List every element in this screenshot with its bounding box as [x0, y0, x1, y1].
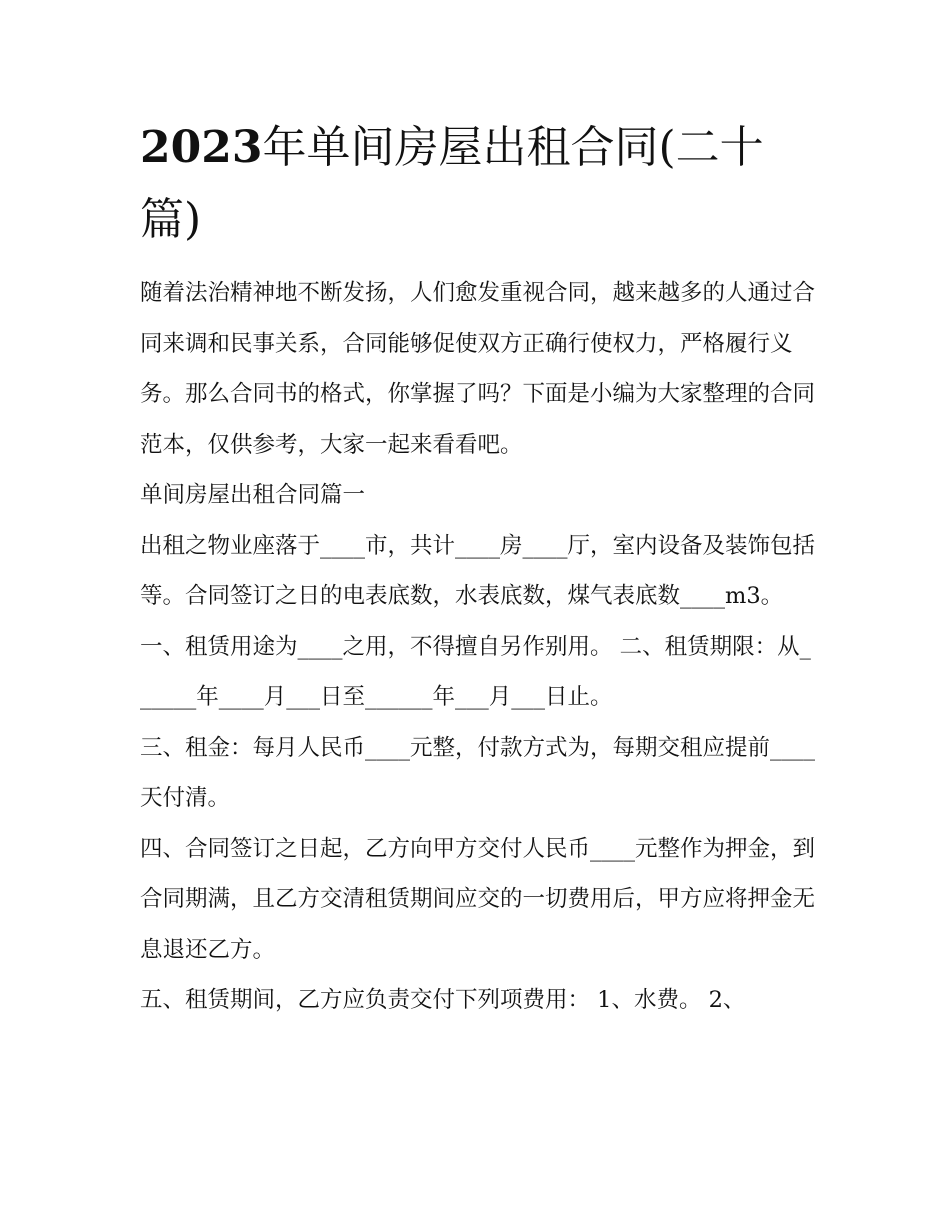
clause-3: 三、租金：每月人民币____元整，付款方式为，每期交租应提前____天付清。	[140, 734, 816, 811]
document-page	[140, 112, 815, 1026]
clause-4: 四、合同签订之日起，乙方向甲方交付人民币____元整作为押金，到合同期满，且乙方交清租赁期间应交的一切费用后，甲方应将押金无息退还乙方。	[140, 835, 816, 963]
title-text: 年单间房屋出租合同(二十篇)	[140, 122, 764, 245]
intro-paragraph: 随着法治精神地不断发扬，人们愈发重视合同，越来越多的人通过合同来调和民事关系，合同能够促使双方正确行使权力，严格履行义务。那么合同书的格式，你掌握了吗？下面是小编为大家整理的合同范本，仅供参考，大家一起来看看吧。	[140, 280, 816, 458]
document-title	[140, 112, 815, 256]
clause-5: 五、租赁期间，乙方应负责交付下列项费用： 1、水费。 2、	[140, 987, 746, 1013]
title-year: 2023	[140, 122, 263, 173]
clause-1-2: 一、租赁用途为____之用，不得擅自另作别用。 二、租赁期限：从______年____月___日至______年___月___日止。	[140, 633, 811, 710]
property-paragraph: 出租之物业座落于____市，共计____房____厅，室内设备及装饰包括等。合同签订之日的电表底数，水表底数，煤气表底数____m3。	[140, 532, 816, 609]
section-heading: 单间房屋出租合同篇一	[140, 482, 366, 508]
